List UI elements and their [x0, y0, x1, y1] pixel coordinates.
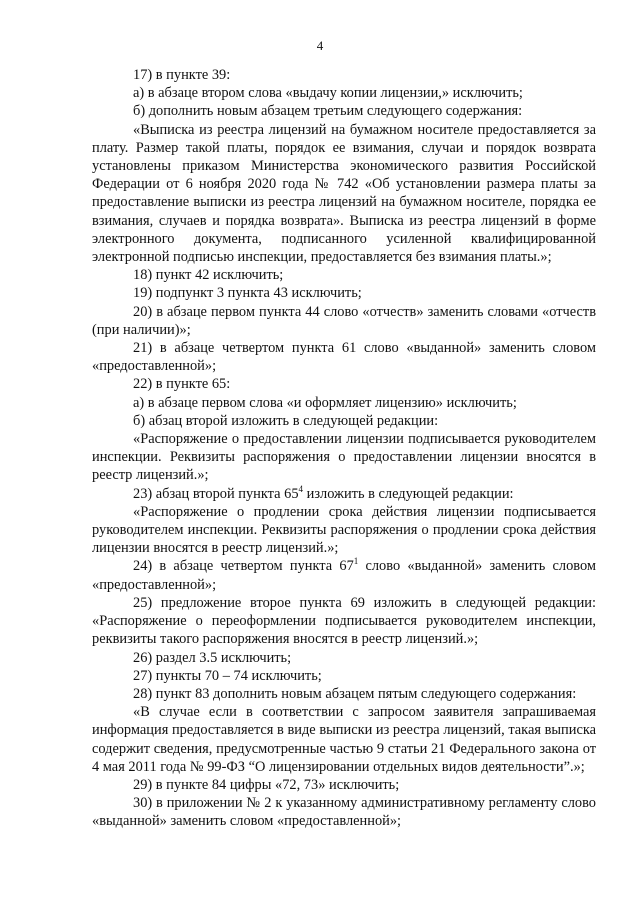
- paragraph: 25) предложение второе пункта 69 изложить в следующей редакции: «Распоряжение о переоформлении подписывается руководителем инспекции, реквизиты такого распоряжения вносятся в реестр лицензий.»;: [92, 594, 596, 648]
- paragraph: 17) в пункте 39:: [133, 67, 231, 83]
- paragraph: 20) в абзаце первом пункта 44 слово «отчеств» заменить словами «отчеств (при наличии)»;: [92, 303, 596, 338]
- paragraph: 29) в пункте 84 цифры «72, 73» исключить;: [133, 776, 400, 793]
- paragraph: «Распоряжение о предоставлении лицензии подписывается руководителем инспекции. Реквизиты распоряжения о предоставлении лицензии вносятся в реестр лицензий.»;: [92, 431, 596, 484]
- paragraph: б) дополнить новым абзацем третьим следующего содержания:: [133, 103, 523, 120]
- page-number: 4: [316, 38, 324, 53]
- paragraph: «В случае если в соответствии с запросом заявителя запрашиваемая информация предоставляется в виде выписки из реестра лицензий, такая выписка содержит сведения, предусмотренные частью 9 статьи 21 Федерального закона от 4 мая 2011 года № 99-ФЗ “О лицензировании отдельных видов деятельности”.»;: [92, 704, 596, 775]
- paragraph-text: слово «выданной» заменить словом «предоставленной»;: [92, 558, 596, 593]
- paragraph: 26) раздел 3.5 исключить;: [133, 649, 292, 666]
- paragraph-text: 23) абзац второй пункта 65: [133, 485, 299, 502]
- paragraph: а) в абзаце первом слова «и оформляет лицензию» исключить;: [133, 394, 517, 411]
- paragraph: 30) в приложении № 2 к указанному административному регламенту слово «выданной» заменить словом «предоставленной»;: [92, 795, 596, 830]
- paragraph: [92, 557, 596, 593]
- paragraph: 27) пункты 70 – 74 исключить;: [133, 667, 322, 684]
- paragraph: 18) пункт 42 исключить;: [133, 267, 284, 284]
- paragraph: 28) пункт 83 дополнить новым абзацем пятым следующего содержания:: [133, 685, 577, 702]
- paragraph: [92, 485, 596, 503]
- paragraph: 22) в пункте 65:: [133, 376, 231, 393]
- superscript: 1: [353, 556, 359, 567]
- paragraph: б) абзац второй изложить в следующей редакции:: [133, 412, 439, 429]
- document-body: [92, 66, 596, 831]
- paragraph-text: изложить в следующей редакции:: [303, 485, 514, 502]
- paragraph: «Распоряжение о продлении срока действия лицензии подписывается руководителем инспекции. Реквизиты распоряжения о продлении срока действия лицензии вносятся в реестр лицензий.»;: [92, 503, 596, 557]
- paragraph: а) в абзаце втором слова «выдачу копии лицензии,» исключить;: [133, 85, 523, 102]
- superscript: 4: [298, 483, 304, 494]
- paragraph-text: 24) в абзаце четвертом пункта 67: [133, 558, 354, 575]
- paragraph: 21) в абзаце четвертом пункта 61 слово «выданной» заменить словом «предоставленной»;: [92, 340, 596, 375]
- paragraph: 19) подпункт 3 пункта 43 исключить;: [133, 285, 362, 302]
- paragraph: «Выписка из реестра лицензий на бумажном носителе предоставляется за плату. Размер такой платы, порядок ее взимания, случаи и порядок возврата установлены приказом Министерства экономического развития Российской Федерации от 6 ноября 2020 года № 742 «Об установлении размера платы за предоставление выписки из реестра лицензий на бумажном носителе, порядка ее взимания, случаев и порядка возврата». Выписка из реестра лицензий в форме электронного документа, подписанного усиленной квалифицированной электронной подписью инспекции, предоставляется без взимания платы.»;: [92, 121, 596, 266]
